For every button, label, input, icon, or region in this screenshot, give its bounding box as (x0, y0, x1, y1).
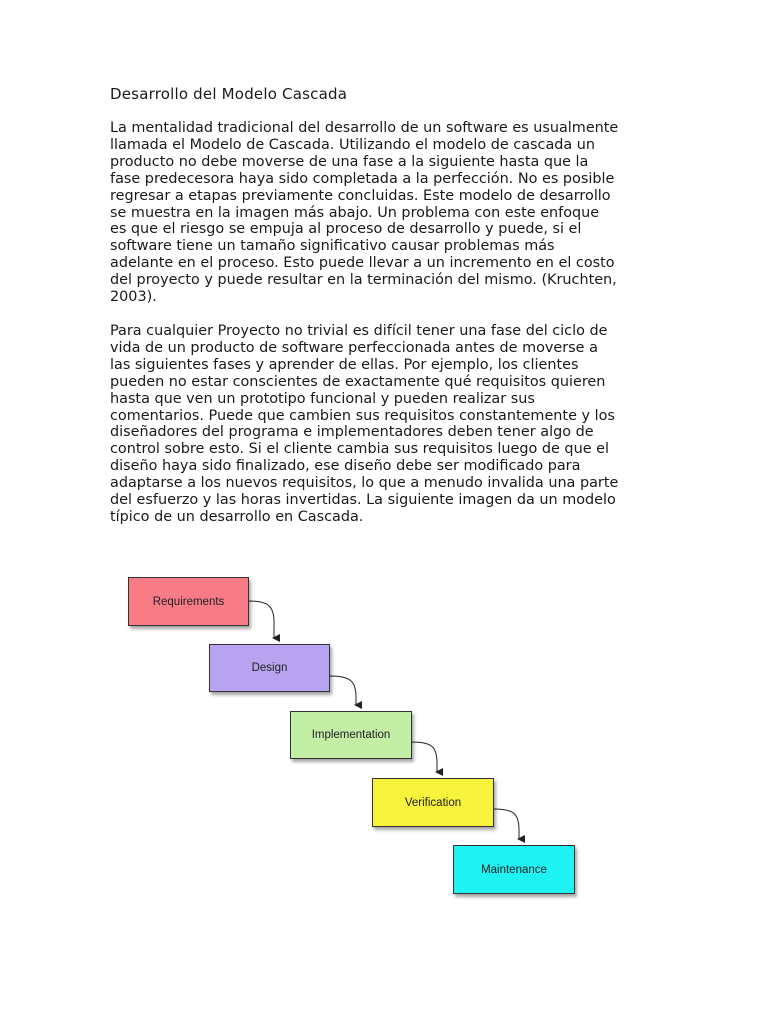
paragraph-line: hasta que ven un prototipo funcional y pueden realizar sus (110, 390, 535, 407)
paragraph-line: pueden no estar conscientes de exactamente qué requisitos quieren (110, 373, 606, 390)
connector-arrow (330, 676, 356, 705)
paragraph-line: adaptarse a los nuevos requisitos, lo que a menudo invalida una parte (110, 475, 619, 492)
stage-design (209, 644, 330, 692)
stage-label: Design (251, 662, 288, 674)
stage-label: Implementation (311, 729, 391, 741)
paragraph-line: Para cualquier Proyecto no trivial es difícil tener una fase del ciclo de (110, 323, 608, 339)
document-title: Desarrollo del Modelo Cascada (110, 85, 348, 103)
paragraph-line: se muestra en la imagen más abajo. Un problema con este enfoque (110, 204, 600, 221)
paragraph-line: producto no debe moverse de una fase a la siguiente hasta que la (110, 153, 589, 170)
stage-requirements (128, 577, 249, 626)
connector-arrow (412, 742, 437, 772)
paragraph-line: fase predecesora haya sido completada a la perfección. No es posible (110, 170, 615, 187)
paragraph-line: llamada el Modelo de Cascada. Utilizando el modelo de cascada un (110, 136, 596, 153)
stage-maintenance (453, 845, 575, 894)
stage-implementation (290, 711, 412, 759)
paragraph-line: del proyecto y puede resultar en la terminación del mismo. (Kruchten, (110, 272, 617, 289)
paragraph-line: típico de un desarrollo en Cascada. (110, 508, 364, 525)
paragraph-line: control sobre esto. Si el cliente cambia sus requisitos luego de que el (110, 441, 609, 458)
paragraph-line: adelante en el proceso. Esto puede llevar a un incremento en el costo (110, 255, 615, 272)
connector-arrow (249, 601, 274, 638)
paragraph-line: diseño haya sido finalizado, ese diseño debe ser modificado para (110, 458, 581, 475)
paragraph-line: del esfuerzo y las horas invertidas. La siguiente imagen da un modelo (110, 492, 616, 509)
paragraph-line: 2003). (110, 289, 157, 306)
paragraph-line: es que el riesgo se empuja al proceso de desarrollo y puede, si el (110, 221, 582, 238)
stage-label: Requirements (152, 595, 225, 608)
paragraph-line: las siguientes fases y aprender de ellas. Por ejemplo, los clientes (110, 356, 579, 373)
paragraph-line: regresar a etapas previamente concluidas. Este modelo de desarrollo (110, 187, 611, 204)
paragraph-line: comentarios. Puede que cambien sus requisitos constantemente y los (110, 407, 615, 424)
stage-label: Verification (404, 796, 462, 809)
paragraph-line: La mentalidad tradicional del desarrollo de un software es usualmente (110, 120, 619, 136)
connector-arrow (494, 809, 519, 839)
paragraph-line: diseñadores del programa e implementadores deben tener algo de (110, 424, 594, 441)
paragraph-line: vida de un producto de software perfeccionada antes de moverse a (110, 339, 598, 356)
paragraph-line: software tiene un tamaño significativo causar problemas más (110, 238, 555, 255)
stage-verification (372, 778, 494, 827)
stage-label: Maintenance (481, 863, 547, 876)
